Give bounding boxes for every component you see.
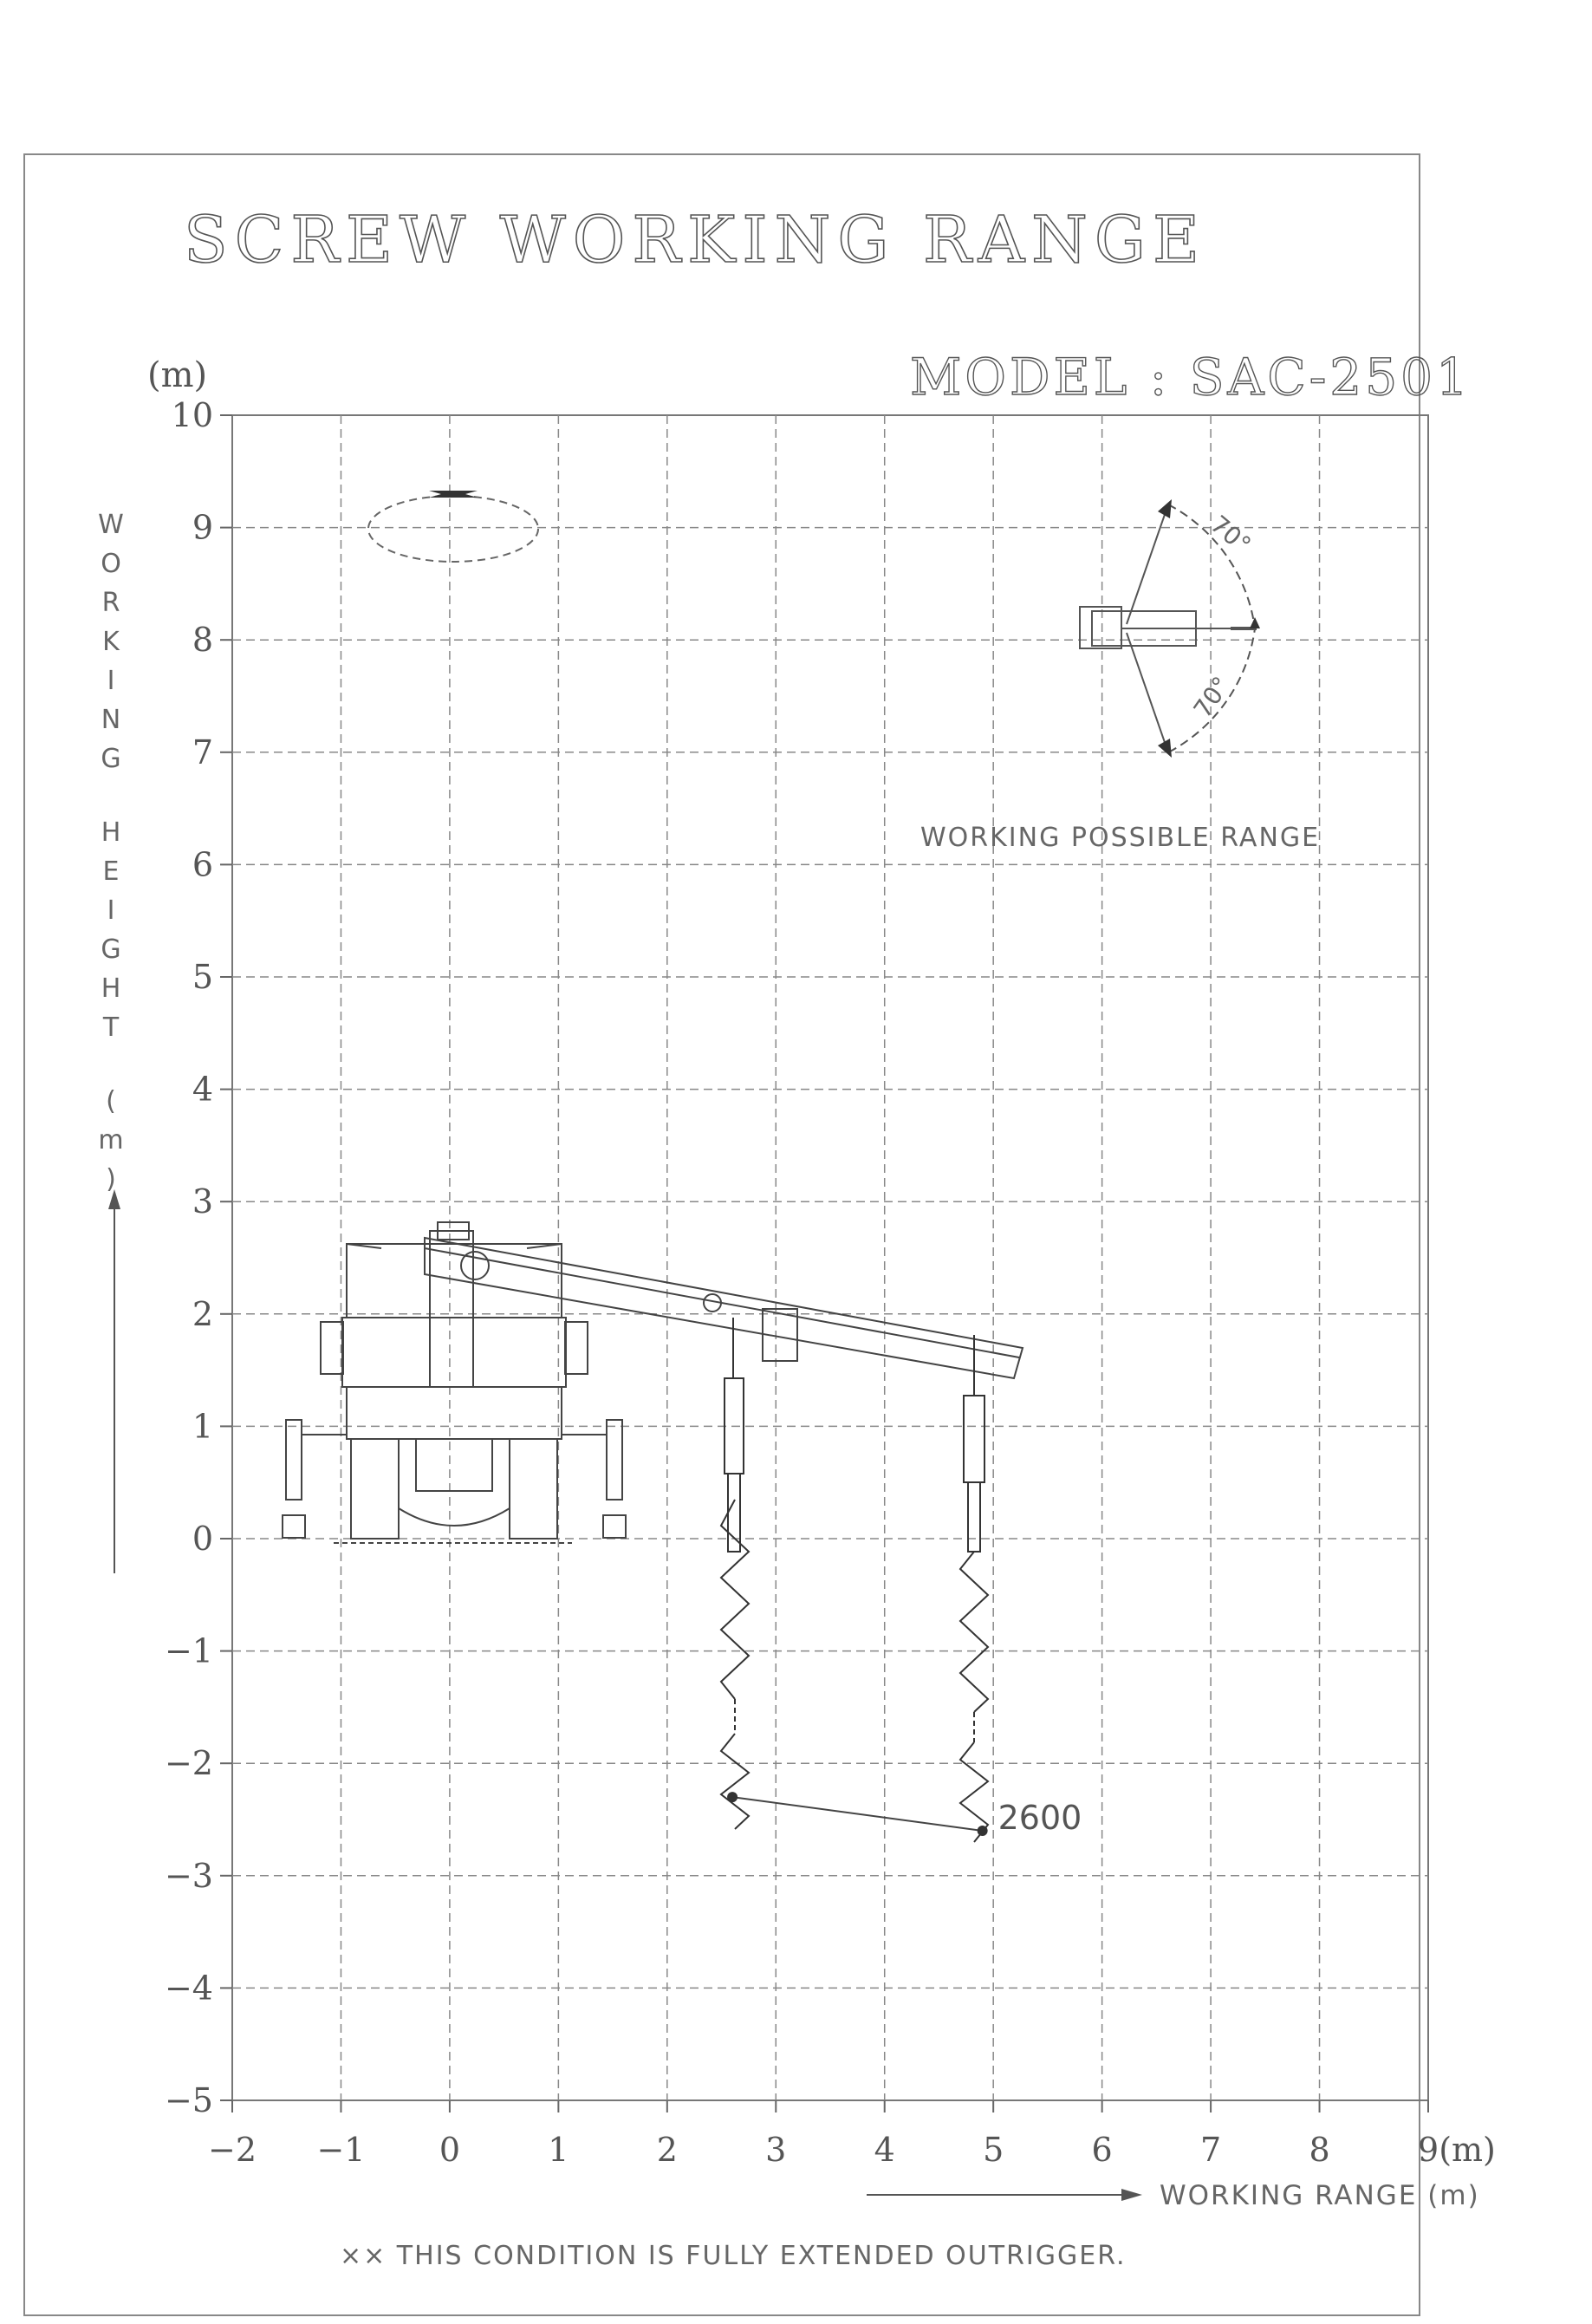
- screw-depth-label: 2600: [997, 1798, 1082, 1837]
- plot-frame: [232, 415, 1428, 2100]
- x-tick-labels: [208, 2100, 1496, 2169]
- x-tick-label: 2: [656, 2131, 678, 2169]
- y-unit-label: (m): [147, 355, 208, 395]
- screw-tip-point: [727, 1792, 738, 1802]
- slew-arrow-mid-icon: [1250, 617, 1260, 628]
- y-tick-label: 4: [192, 1070, 213, 1109]
- y-tick-label: −3: [164, 1856, 213, 1895]
- chart-title: SCREW WORKING RANGE: [184, 203, 1207, 277]
- x-tick-label: 0: [439, 2131, 461, 2169]
- y-tick-labels: [165, 396, 232, 2119]
- x-tick-label: −1: [316, 2131, 366, 2169]
- y-tick-label: 2: [192, 1294, 213, 1333]
- slew-angle-upper: 70°: [1205, 510, 1257, 560]
- grid: [232, 415, 1428, 2100]
- slew-angle-lower: 70°: [1187, 671, 1237, 724]
- outrigger-note: ×× THIS CONDITION IS FULLY EXTENDED OUTRIGGER.: [340, 2241, 1127, 2271]
- x-tick-label: 6: [1091, 2131, 1113, 2169]
- x-tick-label: 5: [983, 2131, 1004, 2169]
- y-tick-label: 9: [192, 508, 213, 547]
- y-tick-label: 5: [192, 958, 213, 996]
- x-tick-label: −2: [207, 2131, 257, 2169]
- screw-tip-point: [978, 1826, 988, 1836]
- y-tick-label: 10: [171, 396, 213, 434]
- boom-tip-ellipse: [368, 496, 538, 562]
- y-axis-title: W O R K I N G H E I G H T ( m ): [98, 510, 124, 1195]
- screw-near-drawing: [721, 1318, 749, 1829]
- y-tick-label: −5: [164, 2081, 213, 2119]
- x-axis-arrowhead: [1121, 2189, 1142, 2201]
- y-tick-label: 8: [192, 621, 213, 660]
- screw-tip-line: [732, 1797, 983, 1831]
- x-tick-label: 4: [874, 2131, 895, 2169]
- x-tick-label: 9(m): [1418, 2131, 1496, 2169]
- x-axis-title: WORKING RANGE (m): [1160, 2180, 1480, 2211]
- crane-vehicle-drawing: [283, 1222, 1023, 1543]
- y-tick-label: −2: [164, 1744, 213, 1783]
- working-possible-range-label: WORKING POSSIBLE RANGE: [920, 823, 1321, 853]
- y-tick-label: 1: [192, 1407, 213, 1446]
- y-tick-label: 3: [192, 1182, 213, 1221]
- y-tick-label: −1: [164, 1631, 213, 1670]
- x-tick-label: 3: [765, 2131, 787, 2169]
- x-tick-label: 7: [1199, 2131, 1222, 2169]
- screw-far-drawing: [960, 1335, 988, 1842]
- x-unit-suffix: (m): [1439, 2131, 1496, 2169]
- x-tick-label: 8: [1309, 2131, 1330, 2169]
- screw-tip-series: [727, 1792, 1082, 1837]
- y-tick-label: −4: [164, 1969, 213, 2008]
- x-tick-label: 1: [548, 2131, 569, 2169]
- y-tick-label: 0: [192, 1520, 213, 1558]
- model-label: MODEL : SAC-2501: [910, 348, 1472, 407]
- y-tick-label: 6: [192, 845, 213, 884]
- y-tick-label: 7: [192, 732, 213, 771]
